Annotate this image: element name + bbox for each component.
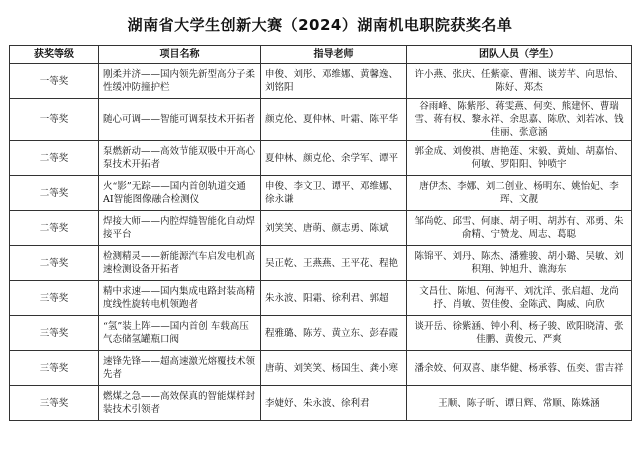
team-members: 许小燕、张庆、任紫豪、曹湘、谈芳芊、向思怡、陈好、郑杰 <box>407 64 632 99</box>
project-name: 火“影”无踪——国内首创轨道交通AI智能图像融合检测仪 <box>99 176 261 211</box>
header-members: 团队人员（学生） <box>407 46 632 64</box>
table-row <box>10 64 632 99</box>
team-members: 郭金成、刘俊祺、唐艳莲、宋毅、黄灿、胡嘉怡、何敏、罗阳阳、钟喷宇 <box>407 141 632 176</box>
advisors: 唐萌、刘笑笑、杨国生、龚小寒 <box>261 351 407 386</box>
award-level: 二等奖 <box>10 211 99 246</box>
team-members: 王顺、陈子昕、谭日辉、常顺、陈姝涵 <box>407 386 632 421</box>
project-name: 燃煤之急——高效保真的智能煤样封装技术引领者 <box>99 386 261 421</box>
project-name: 检测精灵——新能源汽车启发电机高速检测设备开拓者 <box>99 246 261 281</box>
table-row <box>10 386 632 421</box>
table-row <box>10 141 632 176</box>
team-members: 谈开岳、徐紫涵、钟小利、杨子骏、欧阳晓清、张佳鹏、黄俊元、严爽 <box>407 316 632 351</box>
advisors: 刘笑笑、唐萌、颜志勇、陈斌 <box>261 211 407 246</box>
project-name: 精中求速——国内集成电路封装高精度线性旋转电机领跑者 <box>99 281 261 316</box>
advisors: 李婕妤、朱永波、徐利君 <box>261 386 407 421</box>
award-level: 二等奖 <box>10 176 99 211</box>
header-project: 项目名称 <box>99 46 261 64</box>
table-row <box>10 281 632 316</box>
award-level: 一等奖 <box>10 64 99 99</box>
advisors: 程雅璐、陈芳、黄立东、彭春霞 <box>261 316 407 351</box>
advisors: 朱永波、阳霜、徐利君、郭超 <box>261 281 407 316</box>
award-level: 二等奖 <box>10 246 99 281</box>
award-level: 二等奖 <box>10 141 99 176</box>
table-row <box>10 351 632 386</box>
award-level: 三等奖 <box>10 386 99 421</box>
project-name: 随心可调——智能可调泵技术开拓者 <box>99 99 261 141</box>
team-members: 邹尚乾、邱雪、何康、胡子明、胡苏有、邓勇、朱俞精、宁赞龙、周志、葛聪 <box>407 211 632 246</box>
advisors: 夏仲林、颜克伦、余学军、谭平 <box>261 141 407 176</box>
team-members: 潘余姣、何双喜、康华健、杨承蓉、伍奕、雷吉祥 <box>407 351 632 386</box>
advisors: 颜克伦、夏仲林、叶霜、陈平华 <box>261 99 407 141</box>
project-name: 焊接大师——内腔焊缝智能化自动焊接平台 <box>99 211 261 246</box>
table-row <box>10 176 632 211</box>
header-advisors: 指导老师 <box>261 46 407 64</box>
award-level: 三等奖 <box>10 316 99 351</box>
award-level: 三等奖 <box>10 351 99 386</box>
advisors: 吴正乾、王燕燕、王平花、程艳 <box>261 246 407 281</box>
team-members: 谷雨峰、陈紫彤、蒋雯燕、何奕、熊建怀、曹瑞雪、蒋有权、黎永祥、余思嘉、陈欣、刘若冰、钱佳丽、张意涵 <box>407 99 632 141</box>
table-row <box>10 211 632 246</box>
table-header-row <box>10 46 632 64</box>
project-name: “氢”装上阵——国内首创 车载高压气态储氢罐瓶口阀 <box>99 316 261 351</box>
project-name: 泵燃新动——高效节能双吸中开高心泵技术开拓者 <box>99 141 261 176</box>
table-row <box>10 316 632 351</box>
table-row <box>10 99 632 141</box>
advisors: 申俊、刘彤、邓维娜、黄馨逸、刘铭阳 <box>261 64 407 99</box>
project-name: 速锋先锋——超高速激光熔覆技术领先者 <box>99 351 261 386</box>
page-title: 湖南省大学生创新大赛（2024）湖南机电职院获奖名单 <box>127 16 513 34</box>
team-members: 陈锦平、刘丹、陈杰、潘雅骏、胡小璐、吴敏、刘积翔、钟旭升、谯海东 <box>407 246 632 281</box>
project-name: 刚柔并济——国内领先新型高分子柔性缓冲防撞护栏 <box>99 64 261 99</box>
award-level: 一等奖 <box>10 99 99 141</box>
table-row <box>10 246 632 281</box>
award-table <box>9 45 632 421</box>
team-members: 唐伊杰、李娜、刘二创业、杨明东、姚怡妃、李珲、文靓 <box>407 176 632 211</box>
advisors: 申俊、李文卫、谭平、邓维娜、徐永谦 <box>261 176 407 211</box>
team-members: 文昌仕、陈旭、何海平、刘沈洋、张启超、龙尚抒、肖敏、贺佳俊、金陈武、陶威、向欣 <box>407 281 632 316</box>
header-level: 获奖等级 <box>10 46 99 64</box>
award-level: 三等奖 <box>10 281 99 316</box>
